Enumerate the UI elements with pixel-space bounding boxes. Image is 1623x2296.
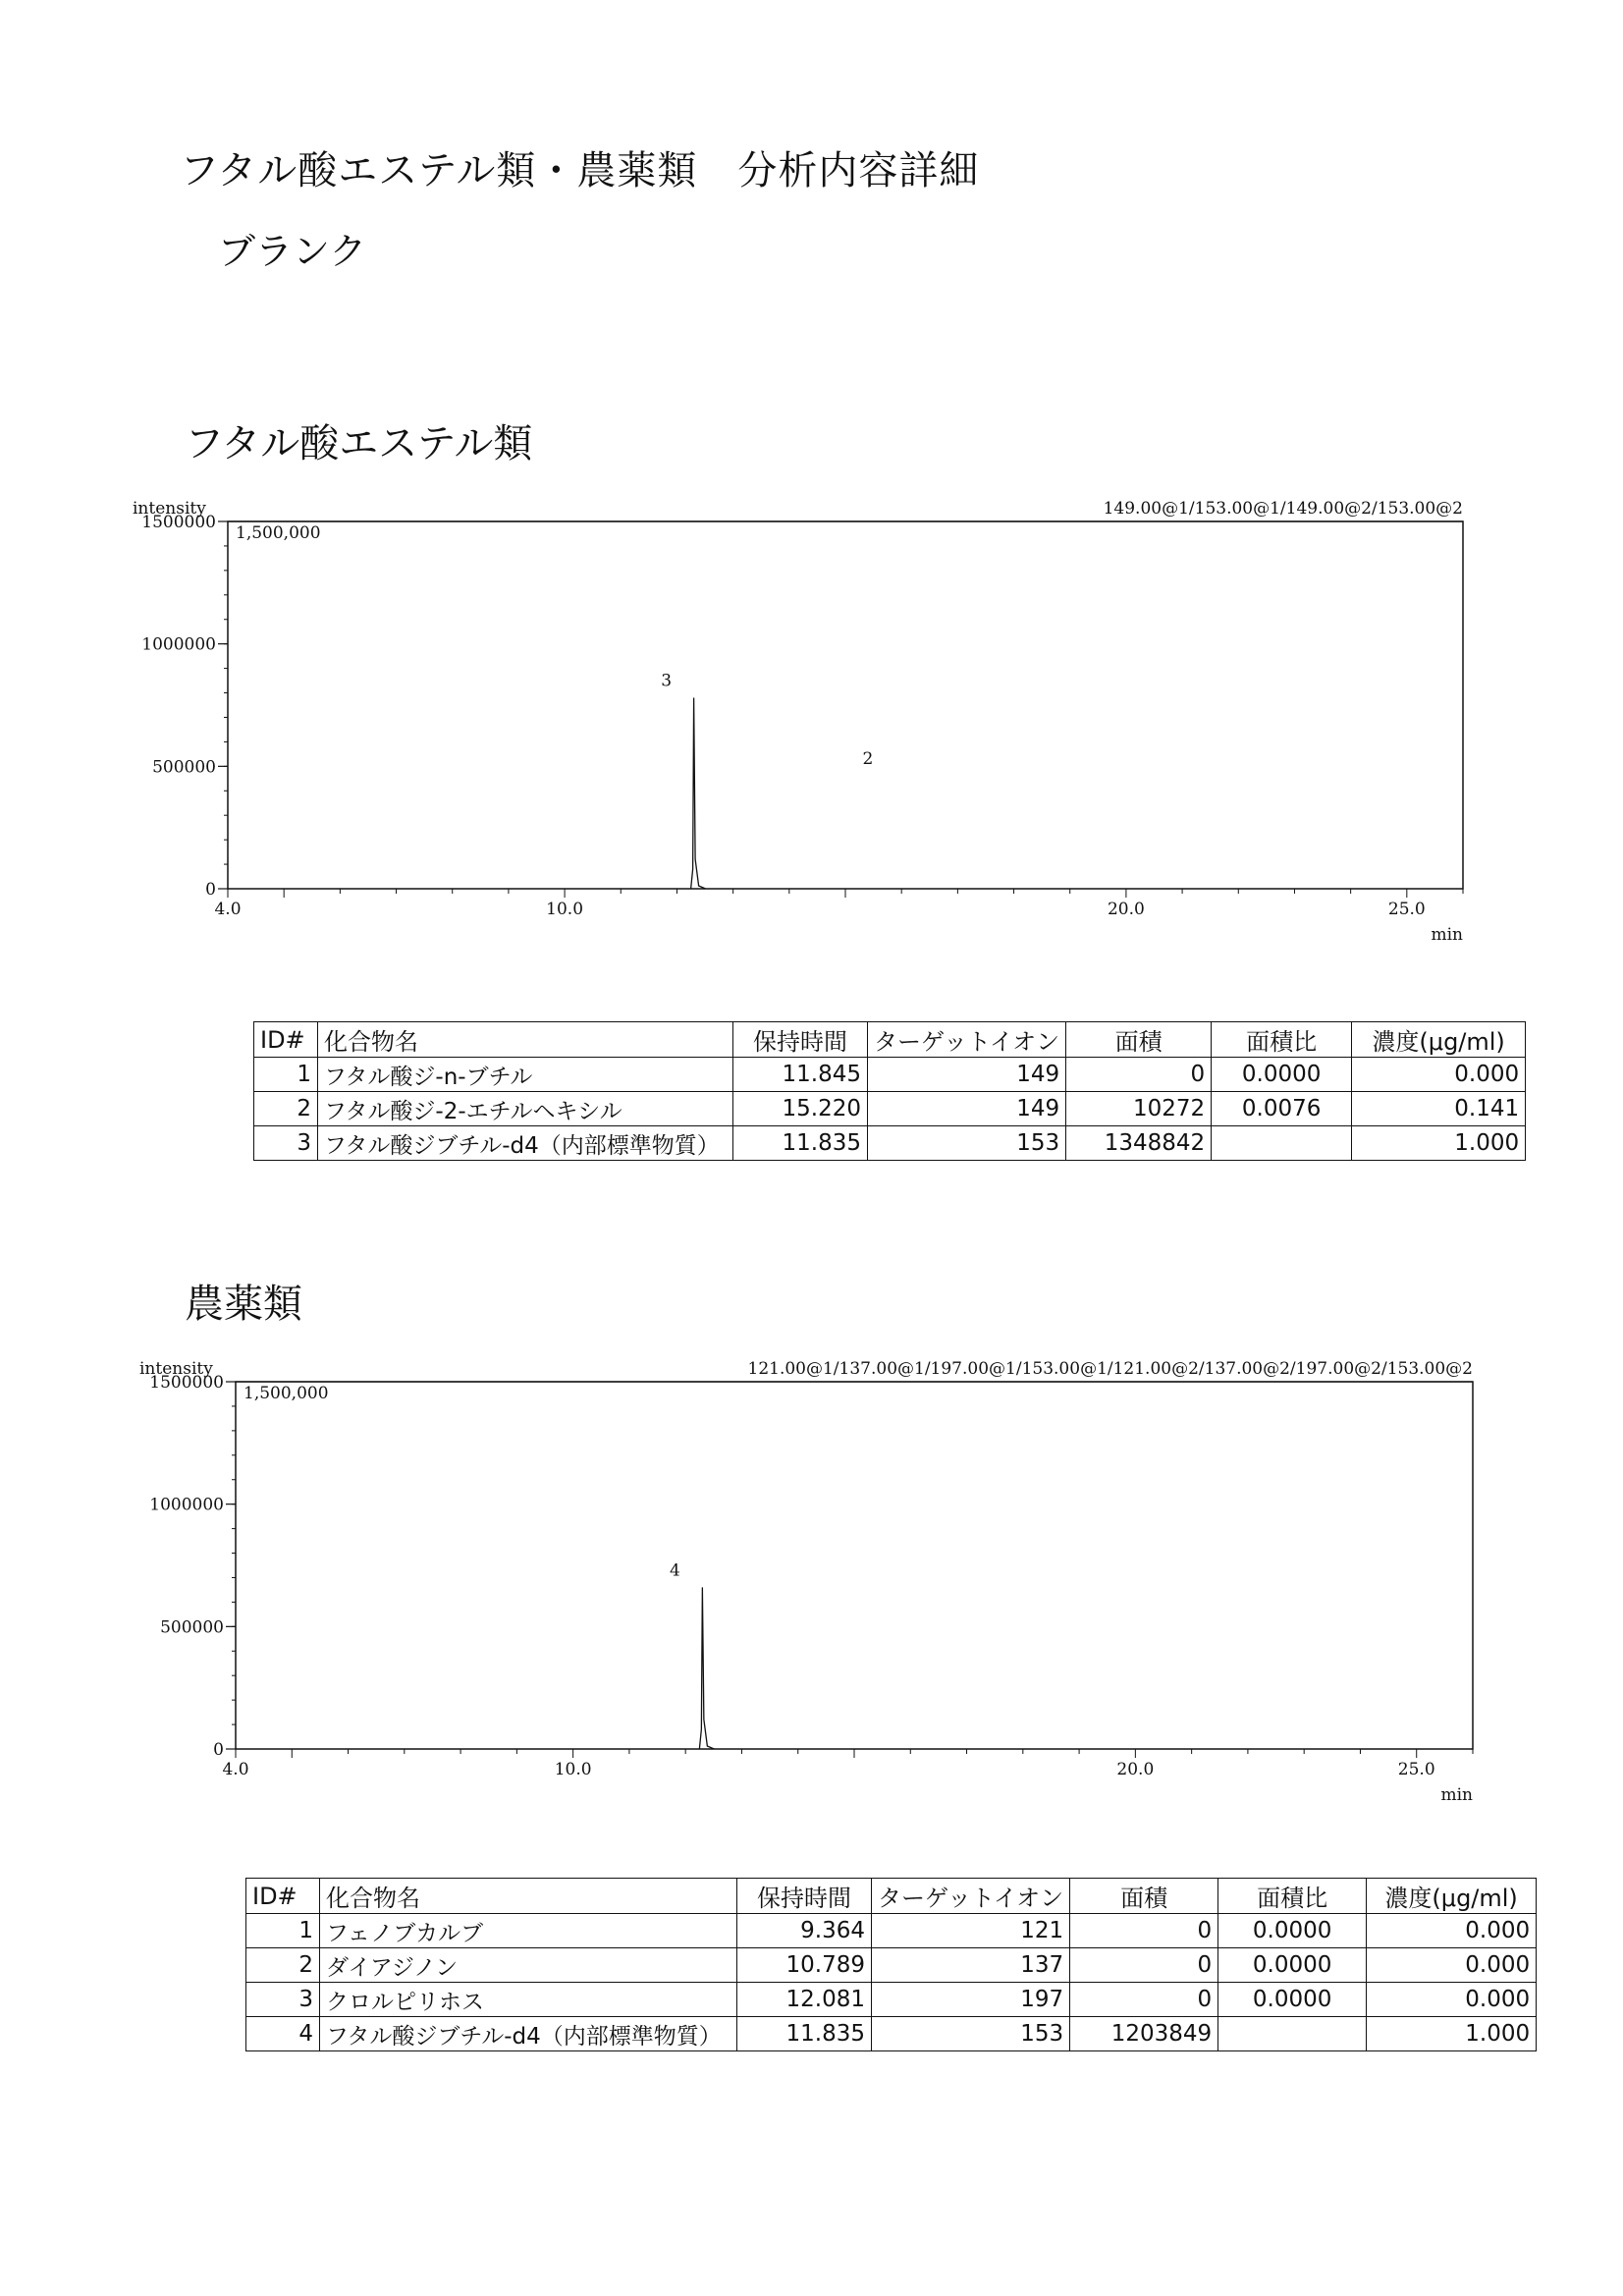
chart-peaks	[661, 672, 873, 889]
chart-peaks	[670, 1560, 714, 1749]
x-tick-label: 4.0	[214, 900, 242, 919]
y-tick-label: 500000	[152, 757, 216, 778]
cell-concentration: 0.000	[1367, 1948, 1537, 1983]
y-tick-label: 1500000	[141, 513, 216, 532]
cell-area-ratio: 0.0076	[1212, 1092, 1352, 1126]
chromatogram-phthalate	[118, 491, 1492, 953]
header-retention-time: 保持時間	[737, 1879, 872, 1914]
header-compound: 化合物名	[320, 1879, 737, 1914]
cell-target-ion: 153	[872, 2017, 1070, 2051]
y-max-label: 1,500,000	[243, 1384, 329, 1403]
cell-area: 1348842	[1066, 1126, 1212, 1161]
chart-axes	[149, 1373, 1473, 1779]
cell-target-ion: 197	[872, 1983, 1070, 2017]
table-row	[246, 1948, 1537, 1983]
header-concentration: 濃度(μg/ml)	[1352, 1022, 1526, 1058]
cell-concentration: 0.000	[1367, 1983, 1537, 2017]
chart-axes	[141, 513, 1463, 919]
cell-retention-time: 11.835	[737, 2017, 872, 2051]
header-target-ion: ターゲットイオン	[872, 1879, 1070, 1914]
pesticide-result-table	[245, 1878, 1537, 2051]
y-tick-label: 1000000	[149, 1495, 224, 1515]
cell-target-ion: 149	[868, 1058, 1066, 1092]
y-tick-label: 0	[213, 1740, 224, 1760]
y-tick-label: 0	[205, 880, 216, 900]
cell-compound: フェノブカルブ	[320, 1914, 737, 1948]
peak-trace	[699, 1587, 714, 1749]
chromatogram-pesticide	[128, 1353, 1502, 1815]
x-tick-label: 20.0	[1116, 1760, 1155, 1779]
header-concentration: 濃度(μg/ml)	[1367, 1879, 1537, 1914]
y-axis-label: intensity	[133, 499, 206, 519]
table-row	[254, 1126, 1526, 1161]
cell-concentration: 0.000	[1367, 1914, 1537, 1948]
cell-area-ratio: 0.0000	[1218, 1983, 1367, 2017]
cell-retention-time: 11.845	[733, 1058, 868, 1092]
cell-retention-time: 9.364	[737, 1914, 872, 1948]
cell-id: 1	[254, 1058, 318, 1092]
x-tick-label: 4.0	[222, 1760, 249, 1779]
cell-compound: フタル酸ジブチル-d4（内部標準物質）	[320, 2017, 737, 2051]
y-axis-label: intensity	[139, 1359, 213, 1379]
x-tick-label: 25.0	[1387, 900, 1426, 919]
header-area-ratio: 面積比	[1212, 1022, 1352, 1058]
peak-label: 4	[669, 1560, 680, 1581]
table-row	[246, 2017, 1537, 2051]
cell-concentration: 1.000	[1352, 1126, 1526, 1161]
table-row	[246, 1914, 1537, 1948]
y-tick-label: 500000	[160, 1617, 224, 1638]
header-area: 面積	[1070, 1879, 1218, 1914]
cell-target-ion: 149	[868, 1092, 1066, 1126]
cell-retention-time: 15.220	[733, 1092, 868, 1126]
table-header-row	[254, 1022, 1526, 1058]
x-tick-label: 10.0	[554, 1760, 592, 1779]
cell-area: 0	[1070, 1983, 1218, 2017]
cell-compound: フタル酸ジブチル-d4（内部標準物質）	[318, 1126, 733, 1161]
x-tick-label: 25.0	[1397, 1760, 1435, 1779]
cell-concentration: 0.000	[1352, 1058, 1526, 1092]
cell-target-ion: 153	[868, 1126, 1066, 1161]
cell-area-ratio: 0.0000	[1212, 1058, 1352, 1092]
y-max-label: 1,500,000	[236, 523, 321, 543]
cell-retention-time: 10.789	[737, 1948, 872, 1983]
y-tick-label: 1500000	[149, 1373, 224, 1393]
cell-compound: フタル酸ジ-2-エチルヘキシル	[318, 1092, 733, 1126]
table-row	[254, 1058, 1526, 1092]
plot-frame	[236, 1382, 1473, 1749]
cell-concentration: 1.000	[1367, 2017, 1537, 2051]
section-title-phthalate: フタル酸エステル類	[185, 421, 533, 466]
header-area: 面積	[1066, 1022, 1212, 1058]
cell-area: 10272	[1066, 1092, 1212, 1126]
phthalate-result-table	[253, 1021, 1526, 1161]
cell-target-ion: 137	[872, 1948, 1070, 1983]
cell-id: 3	[254, 1126, 318, 1161]
cell-area: 1203849	[1070, 2017, 1218, 2051]
cell-id: 2	[254, 1092, 318, 1126]
peak-trace	[691, 698, 706, 889]
header-target-ion: ターゲットイオン	[868, 1022, 1066, 1058]
cell-compound: フタル酸ジ-n-ブチル	[318, 1058, 733, 1092]
header-compound: 化合物名	[318, 1022, 733, 1058]
cell-area: 0	[1066, 1058, 1212, 1092]
y-tick-label: 1000000	[141, 634, 216, 655]
cell-id: 3	[246, 1983, 320, 2017]
cell-compound: ダイアジノン	[320, 1948, 737, 1983]
header-area-ratio: 面積比	[1218, 1879, 1367, 1914]
table-row	[246, 1983, 1537, 2017]
header-id: ID#	[246, 1879, 320, 1914]
x-tick-label: 20.0	[1107, 900, 1145, 919]
x-axis-label: min	[1431, 925, 1463, 945]
table-row	[254, 1092, 1526, 1126]
cell-area: 0	[1070, 1914, 1218, 1948]
cell-id: 1	[246, 1914, 320, 1948]
cell-id: 2	[246, 1948, 320, 1983]
x-axis-label: min	[1440, 1785, 1473, 1805]
page-subtitle: ブランク	[218, 230, 367, 273]
cell-area-ratio	[1212, 1126, 1352, 1161]
cell-compound: クロルピリホス	[320, 1983, 737, 2017]
cell-target-ion: 121	[872, 1914, 1070, 1948]
x-tick-label: 10.0	[546, 900, 584, 919]
peak-label: 3	[661, 671, 673, 691]
cell-concentration: 0.141	[1352, 1092, 1526, 1126]
cell-id: 4	[246, 2017, 320, 2051]
cell-area-ratio: 0.0000	[1218, 1914, 1367, 1948]
page-title: フタル酸エステル類・農薬類 分析内容詳細	[180, 148, 980, 193]
ion-label: 121.00@1/137.00@1/197.00@1/153.00@1/121.00@2/137.00@2/197.00@2/153.00@2	[747, 1359, 1473, 1379]
table-header-row	[246, 1879, 1537, 1914]
plot-frame	[228, 521, 1463, 889]
cell-area: 0	[1070, 1948, 1218, 1983]
section-title-pesticide: 農薬類	[185, 1282, 302, 1327]
cell-area-ratio	[1218, 2017, 1367, 2051]
ion-label: 149.00@1/153.00@1/149.00@2/153.00@2	[1103, 499, 1463, 519]
header-retention-time: 保持時間	[733, 1022, 868, 1058]
cell-retention-time: 11.835	[733, 1126, 868, 1161]
cell-retention-time: 12.081	[737, 1983, 872, 2017]
header-id: ID#	[254, 1022, 318, 1058]
cell-area-ratio: 0.0000	[1218, 1948, 1367, 1983]
peak-label: 2	[862, 748, 874, 769]
